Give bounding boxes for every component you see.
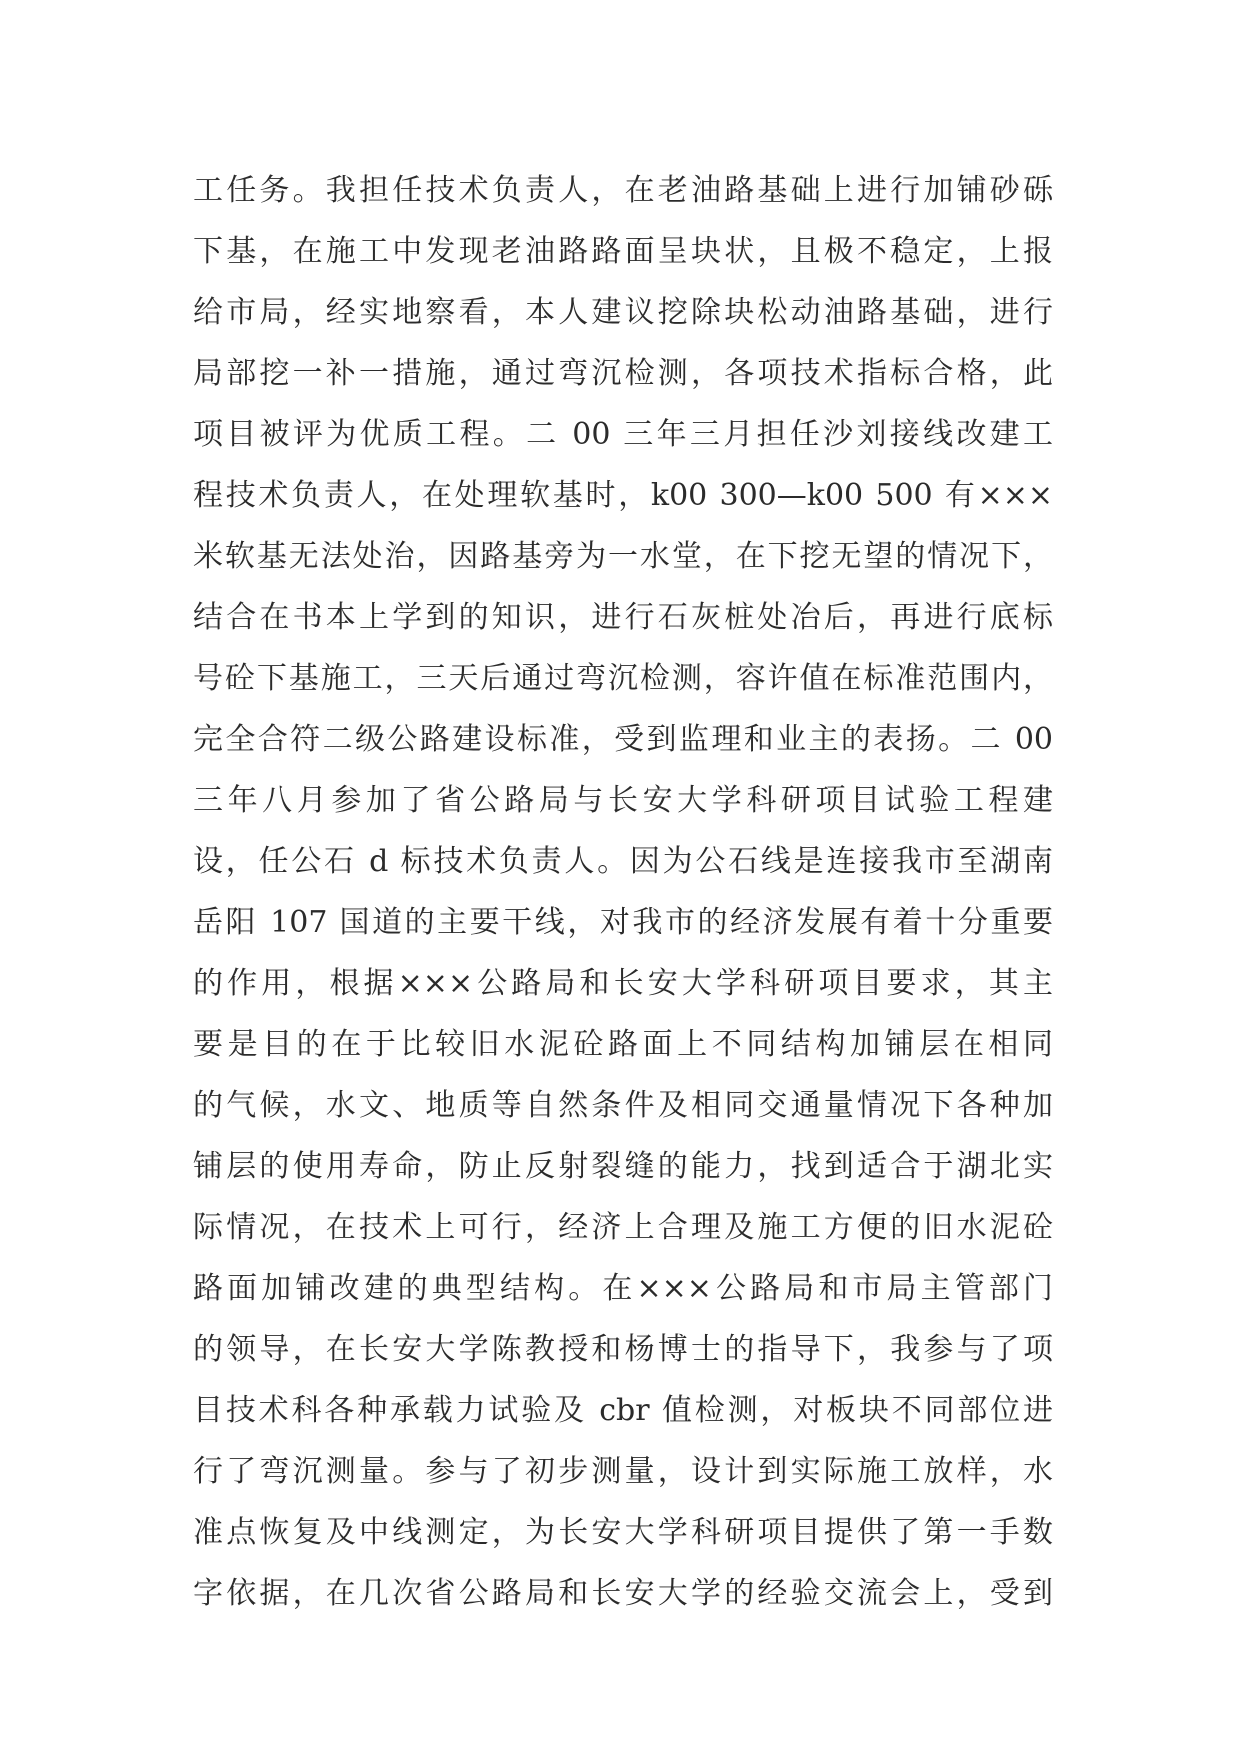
- text-line: 的领导，在长安大学陈教授和杨博士的指导下，我参与了项: [193, 1332, 1053, 1367]
- text-line: 米软基无法处治，因路基旁为一水堂，在下挖无望的情况下，: [193, 539, 1053, 574]
- text-line: 要是目的在于比较旧水泥砼路面上不同结构加铺层在相同: [193, 1027, 1053, 1062]
- text-line: 准点恢复及中线测定，为长安大学科研项目提供了第一手数: [193, 1515, 1053, 1550]
- text-line: 岳阳 107 国道的主要干线，对我市的经济发展有着十分重要: [193, 905, 1053, 940]
- text-line: 程技术负责人，在处理软基时，k00 300—k00 500 有×××: [193, 478, 1053, 513]
- text-line: 行了弯沉测量。参与了初步测量，设计到实际施工放样，水: [193, 1454, 1053, 1489]
- text-line: 结合在书本上学到的知识，进行石灰桩处冶后，再进行底标: [193, 600, 1053, 635]
- text-line: 路面加铺改建的典型结构。在×××公路局和市局主管部门: [193, 1271, 1053, 1306]
- text-line: 号砼下基施工，三天后通过弯沉检测，容许值在标准范围内，: [193, 661, 1053, 696]
- text-line: 的作用，根据×××公路局和长安大学科研项目要求，其主: [193, 966, 1053, 1001]
- text-line: 给市局，经实地察看，本人建议挖除块松动油路基础，进行: [193, 295, 1053, 330]
- text-line: 局部挖一补一措施，通过弯沉检测，各项技术指标合格，此: [193, 356, 1053, 391]
- text-line: 设，任公石 d 标技术负责人。因为公石线是连接我市至湖南: [193, 844, 1053, 879]
- text-line: 三年八月参加了省公路局与长安大学科研项目试验工程建: [193, 783, 1053, 818]
- text-line: 工任务。我担任技术负责人，在老油路基础上进行加铺砂砾: [193, 173, 1053, 208]
- body-text: [193, 160, 1053, 1624]
- text-line: 目技术科各种承载力试验及 cbr 值检测，对板块不同部位进: [193, 1393, 1053, 1428]
- text-line: 的气候，水文、地质等自然条件及相同交通量情况下各种加: [193, 1088, 1053, 1123]
- text-line: 铺层的使用寿命，防止反射裂缝的能力，找到适合于湖北实: [193, 1149, 1053, 1184]
- text-line: 项目被评为优质工程。二 00 三年三月担任沙刘接线改建工: [193, 417, 1053, 452]
- text-line: 完全合符二级公路建设标准，受到监理和业主的表扬。二 00: [193, 722, 1053, 757]
- text-line: 字依据，在几次省公路局和长安大学的经验交流会上，受到: [193, 1576, 1053, 1611]
- text-line: 际情况，在技术上可行，经济上合理及施工方便的旧水泥砼: [193, 1210, 1053, 1245]
- text-line: 下基，在施工中发现老油路路面呈块状，且极不稳定，上报: [193, 234, 1053, 269]
